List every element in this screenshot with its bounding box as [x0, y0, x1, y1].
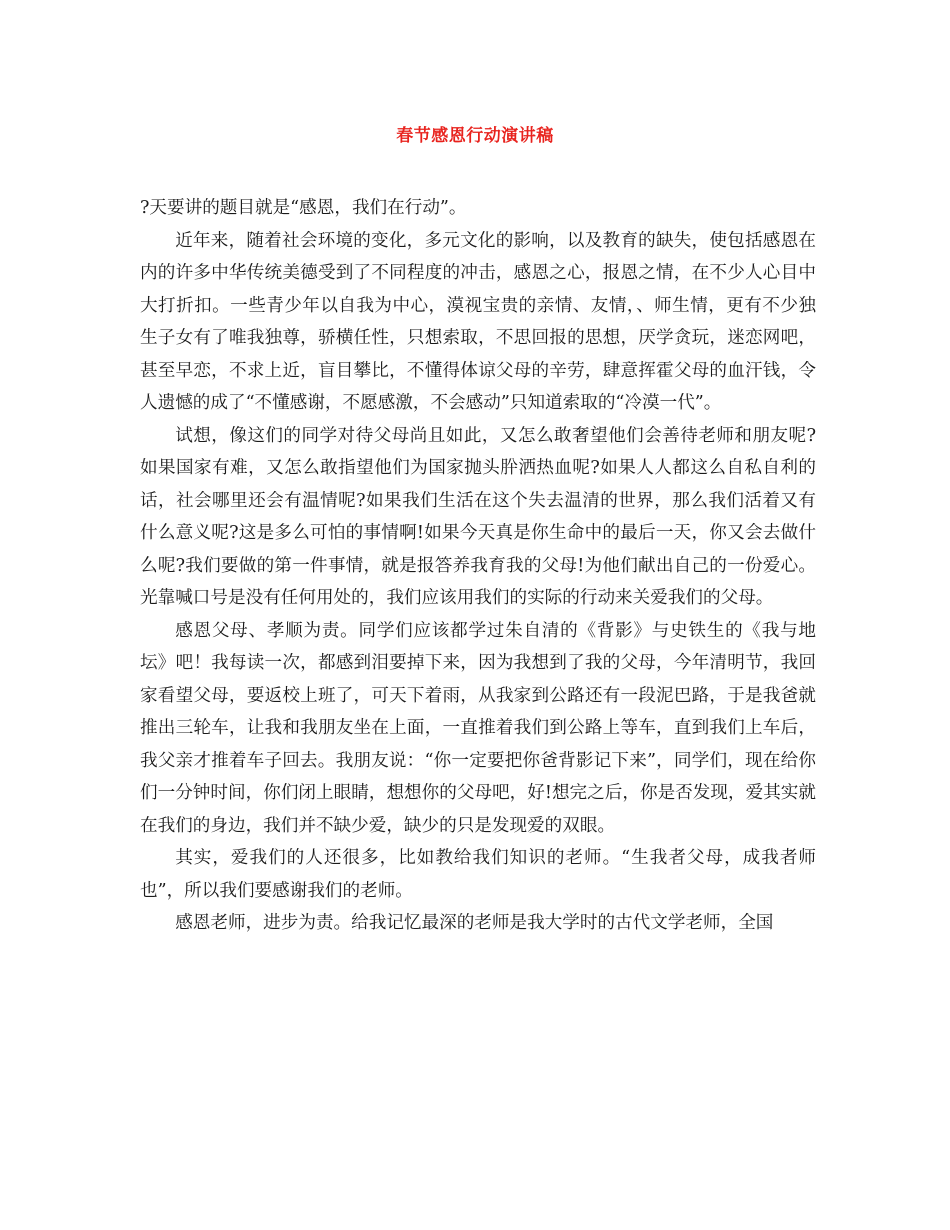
- paragraph: 感恩父母、孝顺为责。同学们应该都学过朱自清的《背影》与史铁生的《我与地坛》吧！我每读一次，都感到泪要掉下来，因为我想到了我的父母，今年清明节，我回家看望父母，要返校上班了，可天下着雨，从我家到公路还有一段泥巴路，于是我爸就推出三轮车，让我和我朋友坐在上面，一直推着我们到公路上等车，直到我们上车后，我父亲才推着车子回去。我朋友说：“你一定要把你爸背影记下来”，同学们，现在给你们一分钟时间，你们闭上眼睛，想想你的父母吧，好!想完之后，你是否发现，爱其实就在我们的身边，我们并不缺少爱，缺少的只是发现爱的双眼。: [140, 620, 816, 836]
- paragraph-opening: ?天要讲的题目就是“感恩，我们在行动”。: [140, 198, 467, 218]
- paragraph: 近年来，随着社会环境的变化，多元文化的影响，以及教育的缺失，使包括感恩在内的许多中华传统美德受到了不同程度的冲击，感恩之心，报恩之情，在不少人心目中大打折扣。一些青少年以自我为中心，漠视宝贵的亲情、友情，、师生情，更有不少独生子女有了唯我独尊，骄横任性，只想索取，不思回报的思想，厌学贪玩，迷恋网吧，甚至早恋，不求上近，盲目攀比，不懂得体谅父母的辛劳，肆意挥霍父母的血汗钱，令人遗憾的成了“不懂感谢，不愿感激，不会感动”只知道索取的“冷漠一代”。: [140, 230, 816, 413]
- document-body: [140, 192, 816, 940]
- paragraph: 感恩老师，进步为责。给我记忆最深的老师是我大学时的古代文学老师，全国: [175, 913, 774, 933]
- paragraph: 试想，像这们的同学对待父母尚且如此，又怎么敢奢望他们会善待老师和朋友呢?如果国家有难，又怎么敢指望他们为国家抛头肸洒热血呢?如果人人都这么自私自利的话，社会哪里还会有温情呢?如果我们生活在这个失去温清的世界，那么我们活着又有什么意义呢?这是多么可怕的事情啊!如果今天真是你生命中的最后一天，你又会去做什么呢?我们要做的第一件事情，就是报答养我育我的父母!为他们献出自己的一份爱心。光靠喊口号是没有任何用处的，我们应该用我们的实际的行动来关爱我们的父母。: [140, 425, 816, 608]
- document-title: 春节感恩行动演讲稿: [396, 126, 554, 146]
- paragraph: 其实，爱我们的人还很多，比如教给我们知识的老师。“生我者父母，成我者师也”，所以我们要感谢我们的老师。: [140, 848, 816, 901]
